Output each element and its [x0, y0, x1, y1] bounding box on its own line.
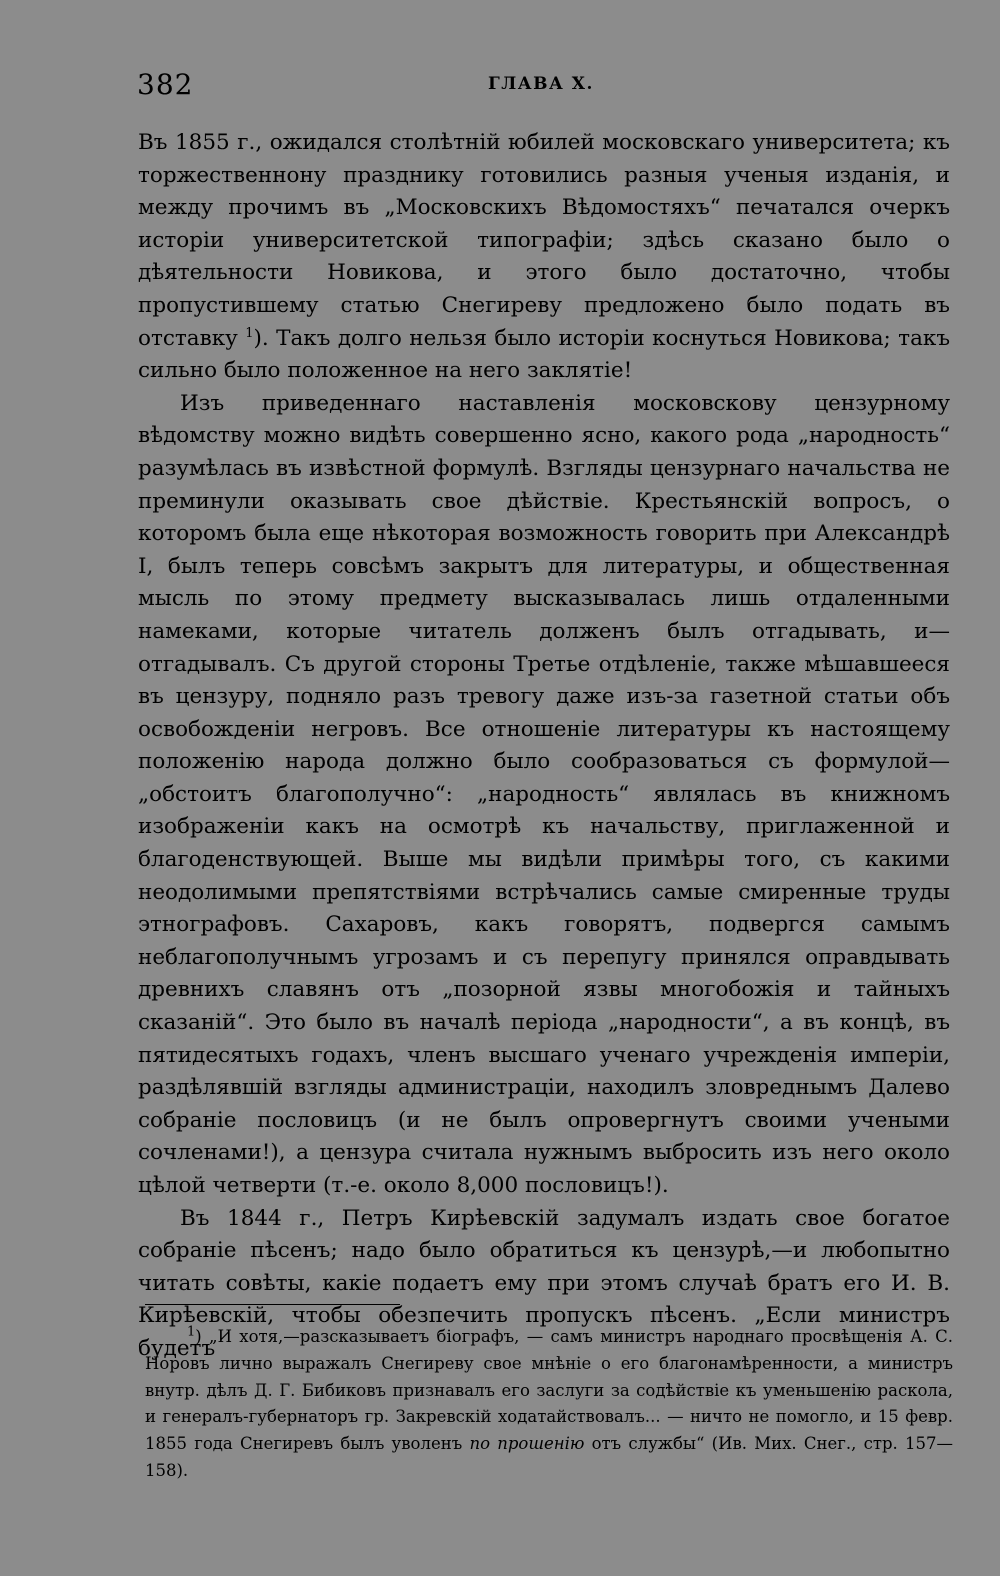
running-head: ГЛАВА X. — [488, 74, 594, 94]
page-number: 382 — [137, 68, 194, 101]
footnote-divider — [145, 1304, 400, 1305]
footnote-text-a: ) „И хотя,—разсказываетъ біографъ, — самъ министръ народнаго просвѣщенія А. С. Норовъ лично выражалъ Снегиреву свое мнѣніе о его благонамѣренности, а министръ внутр. дѣлъ Д. Г. Бибиковъ признавалъ его заслуги за содѣйствіе къ уменьшенію раскола, и генералъ-губернаторъ гр. Закревскій ходатайствовалъ... — ничто не помогло, и 15 февр. 1855 года Снегиревъ былъ уволенъ — [145, 1327, 953, 1454]
footnote-emphasis: по прошенію — [469, 1434, 585, 1454]
paragraph-3: Въ 1844 г., Петръ Кирѣевскій задумалъ издать свое богатое собраніе пѣсенъ; надо было обратиться къ цензурѣ,—и любопытно читать совѣты, какіе подаетъ ему при этомъ случаѣ братъ его И. В. Кирѣевскій, чтобы обезпечить пропускъ пѣсенъ. „Если министръ будетъ — [138, 1205, 950, 1361]
footnote-mark: 1 — [187, 1324, 196, 1340]
footnote — [145, 1324, 953, 1485]
paragraph-1-tail: ). Такъ долго нельзя было исторіи коснуться Новикова; такъ сильно было положенное на него заклятіе! — [138, 325, 950, 384]
footnote-text-b: отъ службы“ (Ив. Мих. Снег., стр. 157—158). — [145, 1434, 953, 1480]
paragraph-1-text: Въ 1855 г., ожидался столѣтній юбилей московскаго университета; къ торжественнону празднику готовились разныя ученыя изданія, и между прочимъ въ „Московскихъ Вѣдомостяхъ“ печатался очеркъ исторіи университетской типографіи; здѣсь сказано было о дѣятельности Новикова, и этого было достаточно, чтобы пропустившему статью Снегиреву предложено было подать въ отставку — [138, 130, 950, 351]
paragraph-2: Изъ приведеннаго наставленія московскову цензурному вѣдомству можно видѣть совершенно ясно, какого рода „народность“ разумѣлась въ извѣстной формулѣ. Взгляды цензурнаго начальства не преминули оказывать свое дѣйствіе. Крестьянскій вопросъ, о которомъ была еще нѣкоторая возможность говорить при Александрѣ I, былъ теперь совсѣмъ закрытъ для литературы, и общественная мысль по этому предмету высказывалась лишь отдаленными намеками, которые читатель долженъ былъ отгадывать, и—отгадывалъ. Съ другой стороны Третье отдѣленіе, также мѣшавшееся въ цензуру, подняло разъ тревогу даже изъ-за газетной статьи объ освобожденіи негровъ. Все отношеніе литературы къ настоящему положенію народа должно было сообразоваться съ формулой—„обстоитъ благополучно“: „народность“ являлась въ книжномъ изображеніи какъ на осмотрѣ къ начальству, приглаженной и благоденствующей. Выше мы видѣли примѣры того, съ какими неодолимыми препятствіями встрѣчались самые смиренные труды этнографовъ. Сахаровъ, какъ говорятъ, подвергся самымъ неблагополучнымъ угрозамъ и съ перепугу принялся оправдывать древнихъ славянъ отъ „позорной язвы многобожія и тайныхъ сказаній“. Это было въ началѣ періода „народности“, а въ концѣ, въ пятидесятыхъ годахъ, членъ высшаго ученаго учрежденія имперіи, раздѣлявшій взгляды администраціи, находилъ зловреднымъ Далево собраніе пословицъ (и не былъ опровергнутъ своими учеными сочленами!), а цензура считала нужнымъ выбросить изъ него около цѣлой четверти (т.-е. около 8,000 пословицъ!). — [138, 390, 950, 1198]
paragraph-1 — [138, 127, 950, 388]
body-text — [138, 127, 950, 1366]
footnote-reference: 1 — [245, 325, 254, 341]
